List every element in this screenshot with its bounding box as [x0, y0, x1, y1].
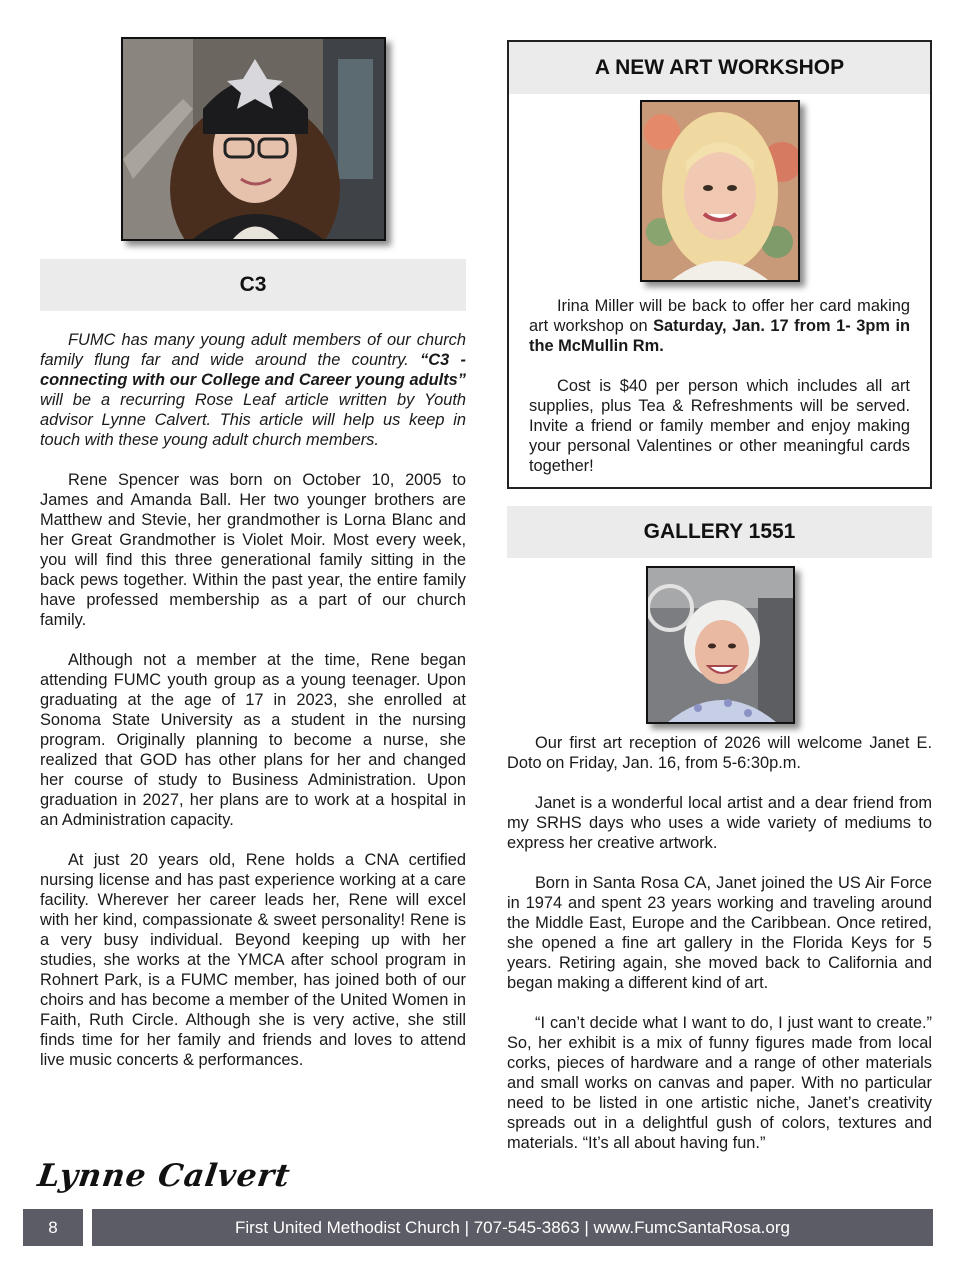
page-number: 8	[23, 1209, 83, 1246]
c3-article	[40, 330, 466, 1070]
c3-heading: C3	[40, 259, 466, 311]
c3-intro-text-end: will be a recurring Rose Leaf article written by Youth advisor Lynne Calvert. This article will help us keep in touch with these young adult church members.	[40, 391, 466, 449]
c3-intro-text: FUMC has many young adult members of our church family flung far and wide around the country.	[40, 331, 466, 369]
workshop-paragraph-1	[529, 296, 910, 356]
workshop-heading: A NEW ART WORKSHOP	[509, 42, 930, 94]
gallery-paragraph-2: Janet is a wonderful local artist and a dear friend from my SRHS days who uses a wide variety of mediums to express her creative artwork.	[507, 794, 932, 852]
gallery-heading: GALLERY 1551	[507, 506, 932, 558]
workshop-paragraph-1-text: Irina Miller will be back to offer her card making art workshop on	[529, 297, 910, 335]
footer-contact-bar: First United Methodist Church | 707-545-3863 | www.FumcSantaRosa.org	[92, 1209, 933, 1246]
workshop-date-time: Saturday, Jan. 17 from 1- 3pm in the McMullin Rm.	[529, 317, 911, 355]
irina-miller-photo	[640, 100, 800, 282]
janet-photo-illustration	[648, 568, 793, 722]
rene-photo-illustration	[123, 39, 384, 239]
gallery-paragraph-1: Our first art reception of 2026 will welcome Janet E. Doto on Friday, Jan. 16, from 5-6:30p.m.	[507, 734, 932, 772]
c3-paragraph-1: Rene Spencer was born on October 10, 2005 to James and Amanda Ball. Her two younger brothers are Matthew and Stevie, her grandmother is Lorna Blanc and her Great Grandmother is Violet Moir. Most every week, you will find this three generational family sitting in the back pews together. Within the past year, the entire family have professed membership as a part of our church family.	[40, 471, 466, 629]
irina-photo-illustration	[642, 102, 798, 280]
gallery-paragraph-4: “I can’t decide what I want to do, I just want to create.” So, her exhibit is a mix of funny figures made from local corks, pieces of hardware and a range of other materials and small works on canvas and paper. With no particular need to be listed in one artistic niche, Janet’s creativity spreads out in a delightful gush of colors, textures and materials. “It’s all about having fun.”	[507, 1014, 932, 1152]
c3-intro	[40, 330, 466, 450]
c3-intro-bold: “C3 - connecting with our College and Career young adults”	[40, 351, 466, 389]
c3-paragraph-2: Although not a member at the time, Rene began attending FUMC youth group as a young teenager. Upon graduating at the age of 17 in 2023, she enrolled at Sonoma State University as a student in the nursing program. Originally planning to become a nurse, she realized that GOD has other plans for her and changed her course of study to Business Administration. Upon graduation in 2027, her plans are to work at a hospital in an Administration capacity.	[40, 651, 466, 829]
workshop-article	[529, 296, 910, 476]
c3-paragraph-3: At just 20 years old, Rene holds a CNA certified nursing license and has past experience working at a care facility. Wherever her career leads her, Rene will excel with her kind, compassionate & sweet personality! Rene is a very busy individual. Beyond keeping up with her studies, she works at the YMCA after school program in Rohnert Park, is a FUMC member, has joined both of our choirs and has become a member of the United Women in Faith, Ruth Circle. Although she is very active, she still finds time for her family and friends and loves to attend live music concerts & performances.	[40, 851, 466, 1069]
workshop-paragraph-2: Cost is $40 per person which includes all art supplies, plus Tea & Refreshments will be served. Invite a friend or family member and enjoy making your personal Valentines or other meaningful cards together!	[529, 377, 910, 475]
gallery-article	[507, 733, 932, 1153]
rene-spencer-photo	[121, 37, 386, 241]
janet-doto-photo	[646, 566, 795, 724]
signature: Lynne Calvert	[35, 1158, 293, 1194]
gallery-paragraph-3: Born in Santa Rosa CA, Janet joined the US Air Force in 1974 and spent 23 years working and traveling around the Middle East, Europe and the Caribbean. Once retired, she opened a fine art gallery in the Florida Keys for 5 years. Retiring again, she moved back to California and began making a different kind of art.	[507, 874, 932, 992]
